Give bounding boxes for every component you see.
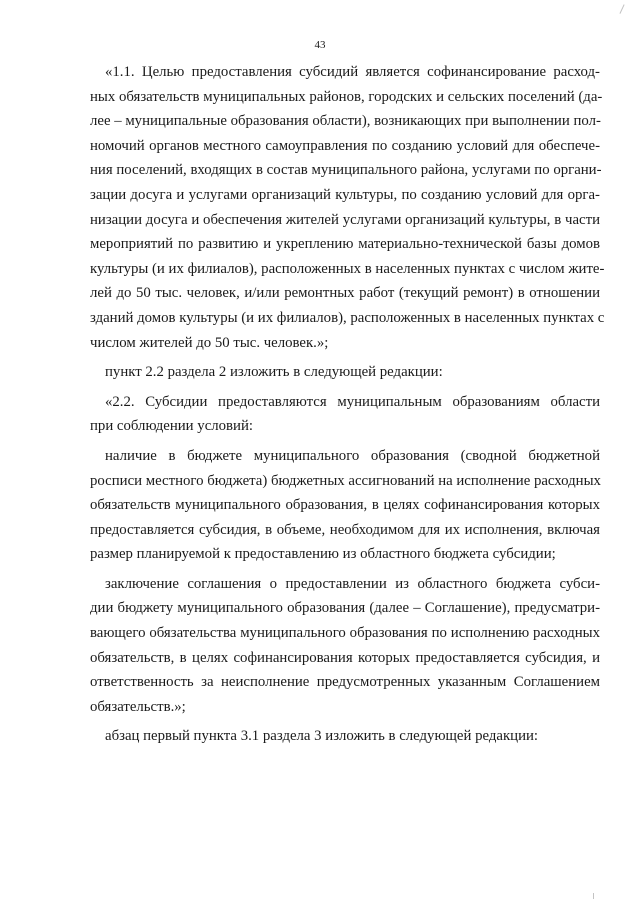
text-line: обязательств муниципального образования, в целях софинансирования которых (90, 497, 600, 514)
text-line: «1.1. Целью предоставления субсидий является софинансирование расход- (105, 64, 600, 80)
text-line: мероприятий по развитию и укреплению материально-технической базы домов (90, 236, 600, 253)
paragraph-agreement (90, 572, 600, 720)
paragraph-amend-3-1 (90, 724, 600, 749)
text-line: зации досуга и услугами организаций культуры, по созданию условий для орга- (90, 186, 600, 203)
scan-corner-mark (610, 0, 624, 14)
text-line: предоставляется субсидия, в объеме, необходимом для их исполнения, включая (90, 521, 600, 538)
text-line: культуры (и их филиалов), расположенных в населенных пунктах с числом жите- (90, 260, 605, 277)
scan-bottom-mark (593, 893, 598, 899)
text-line: обязательств.»; (90, 698, 186, 715)
text-line: пункт 2.2 раздела 2 изложить в следующей редакции: (105, 364, 443, 381)
text-line: номочий органов местного самоуправления по созданию условий для обеспече- (90, 137, 600, 154)
page-number: 43 (314, 39, 326, 51)
text-line: при соблюдении условий: (90, 418, 253, 435)
text-line: лее – муниципальные образования области), возникающих при выполнении пол- (90, 113, 601, 130)
text-line: числом жителей до 50 тыс. человек.»; (90, 334, 329, 351)
text-line: ответственность за неисполнение предусмотренных указанным Соглашением (90, 674, 600, 691)
text-line: росписи местного бюджета) бюджетных ассигнований на исполнение расходных (90, 472, 601, 489)
paragraph-budget-allocation (90, 444, 600, 567)
text-line: зданий домов культуры (и их филиалов), расположенных в населенных пунктах с (90, 309, 605, 326)
text-line: лей до 50 тыс. человек, и/или ремонтных работ (текущий ремонт) в отношении (90, 285, 600, 302)
text-line: заключение соглашения о предоставлении из областного бюджета субси- (105, 575, 600, 592)
paragraph-1-1-purpose (90, 60, 605, 355)
text-line: ных обязательств муниципальных районов, городских и сельских поселений (да- (90, 88, 603, 105)
paragraph-amend-2-2 (90, 360, 600, 385)
text-line: обязательств, в целях софинансирования которых предоставляется субсидия, и (90, 649, 600, 666)
text-line: дии бюджету муниципального образования (далее – Соглашение), предусматри- (90, 600, 600, 617)
text-line: «2.2. Субсидии предоставляются муниципальным образованиям области (105, 393, 600, 410)
text-line: вающего обязательства муниципального образования по исполнению расходных (90, 625, 600, 642)
text-line: размер планируемой к предоставлению из областного бюджета субсидии; (90, 546, 556, 563)
text-line: низации досуга и обеспечения жителей услугами организаций культуры, в части (90, 211, 600, 228)
document-body (90, 60, 605, 749)
text-line: наличие в бюджете муниципального образования (сводной бюджетной (105, 447, 600, 464)
paragraph-2-2-conditions (90, 390, 600, 439)
text-line: ния поселений, входящих в состав муниципального района, услугами по органи- (90, 162, 602, 179)
text-line: абзац первый пункта 3.1 раздела 3 изложить в следующей редакции: (105, 728, 539, 745)
